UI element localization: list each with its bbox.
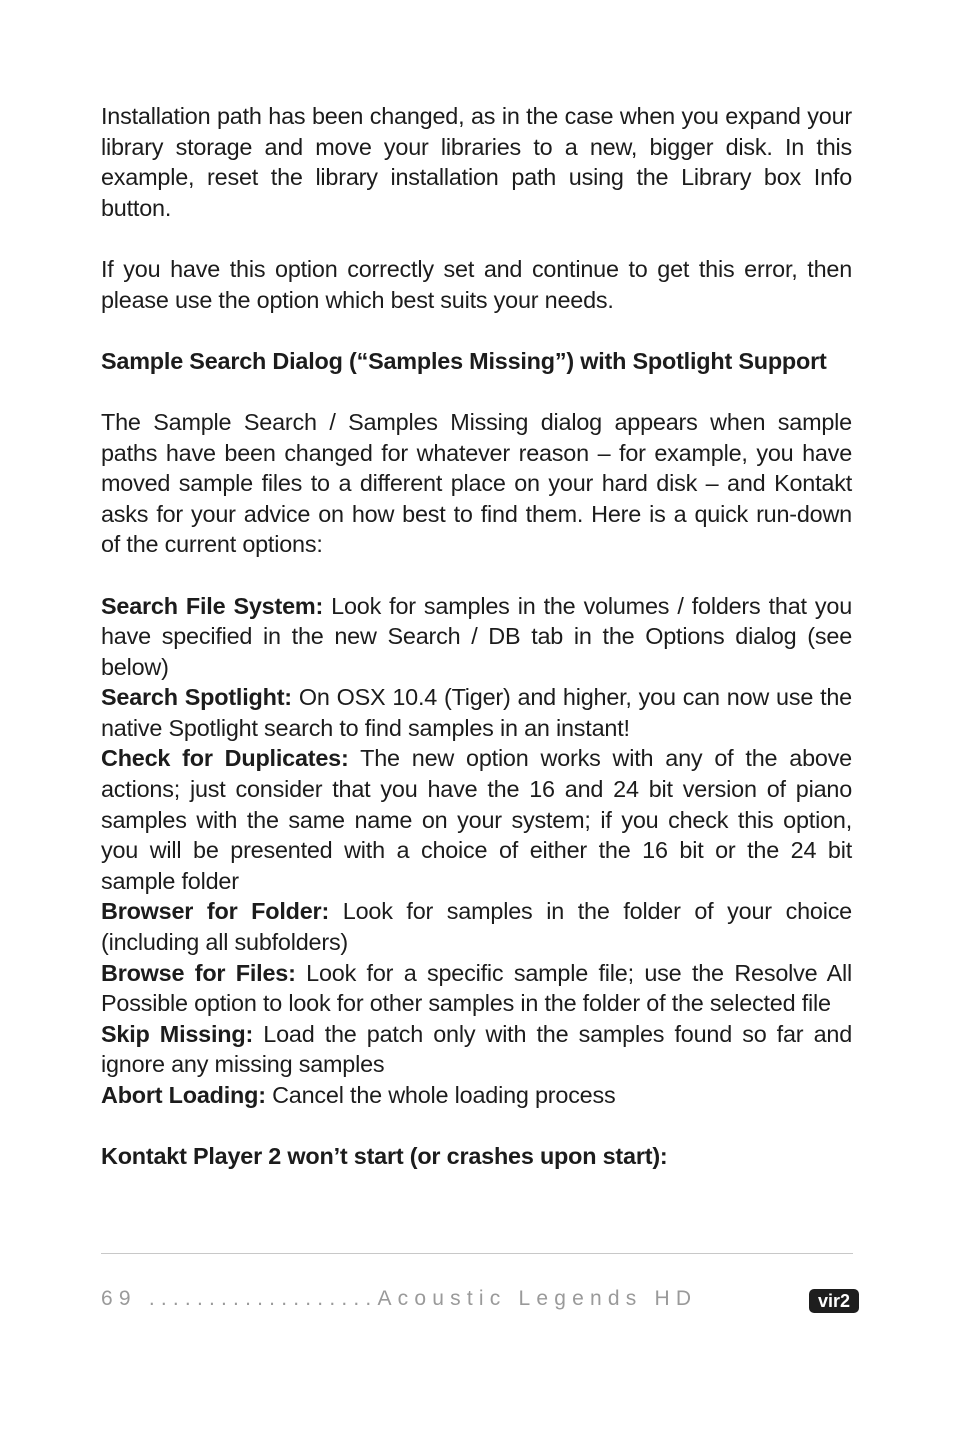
paragraph-option-set: If you have this option correctly set and continue to get this error, then please use the option which best suits your needs.: [101, 255, 852, 313]
option-check-for-duplicates: [101, 743, 852, 896]
logo-text: vir2: [817, 1291, 851, 1311]
option-description: The new option works with any of the above actions; just consider that you have the 16 and 24 bit version of piano samples with the same name on your system; if you check this option, you will be presented with a choice of either the 16 bit or the 24 bit sample folder: [101, 745, 852, 894]
option-description: Look for samples in the folder of your choice (including all subfolders): [101, 898, 852, 956]
option-description: Cancel the whole loading process: [272, 1082, 616, 1108]
option-term: Search Spotlight:: [101, 684, 292, 711]
page-body: [101, 101, 852, 1172]
option-search-spotlight: [101, 682, 852, 743]
option-description: On OSX 10.4 (Tiger) and higher, you can now use the native Spotlight search to find samples in an instant!: [101, 684, 852, 741]
footer-title: Acoustic Legends HD: [377, 1287, 698, 1310]
option-description: Look for a specific sample file; use the Resolve All Possible option to look for other samples in the folder of the selected file: [101, 959, 852, 1017]
page-footer: [101, 1287, 791, 1311]
option-term: Abort Loading:: [101, 1082, 266, 1108]
page-number: 69: [101, 1287, 137, 1310]
option-browser-for-folder: [101, 896, 852, 957]
option-abort-loading: [101, 1080, 852, 1111]
footer-dot-leader: ...................: [148, 1287, 378, 1310]
footer-divider: [101, 1253, 853, 1254]
option-search-file-system: [101, 591, 852, 683]
paragraph-installation-path: Installation path has been changed, as in the case when you expand your library storage and move your libraries to a new, bigger disk. In this example, reset the library installation path using the Library box Info button.: [101, 103, 852, 221]
option-term: Browser for Folder:: [101, 898, 330, 925]
option-browse-for-files: [101, 958, 852, 1019]
option-skip-missing: [101, 1019, 852, 1080]
option-term: Search File System:: [101, 592, 324, 619]
paragraph-sample-search-intro: The Sample Search / Samples Missing dialog appears when sample paths have been changed for whatever reason – for example, you have moved sample files to a different place on your hard disk – and Kontakt asks for your advice on how best to find them. Here is a quick run-down of the current options:: [101, 408, 852, 558]
vir2-logo-icon: [809, 1289, 859, 1313]
option-description: Load the patch only with the samples found so far and ignore any missing samples: [101, 1020, 852, 1078]
option-term: Check for Duplicates:: [101, 745, 349, 772]
option-term: Browse for Files:: [101, 959, 296, 986]
section-heading-kontakt-player: Kontakt Player 2 won’t start (or crashes upon start):: [101, 1143, 668, 1170]
section-heading-sample-search: Sample Search Dialog (“Samples Missing”) with Spotlight Support: [101, 347, 827, 374]
option-description: Look for samples in the volumes / folders that you have specified in the new Search / DB tab in the Options dialog (see below): [101, 592, 852, 680]
option-term: Skip Missing:: [101, 1020, 254, 1047]
